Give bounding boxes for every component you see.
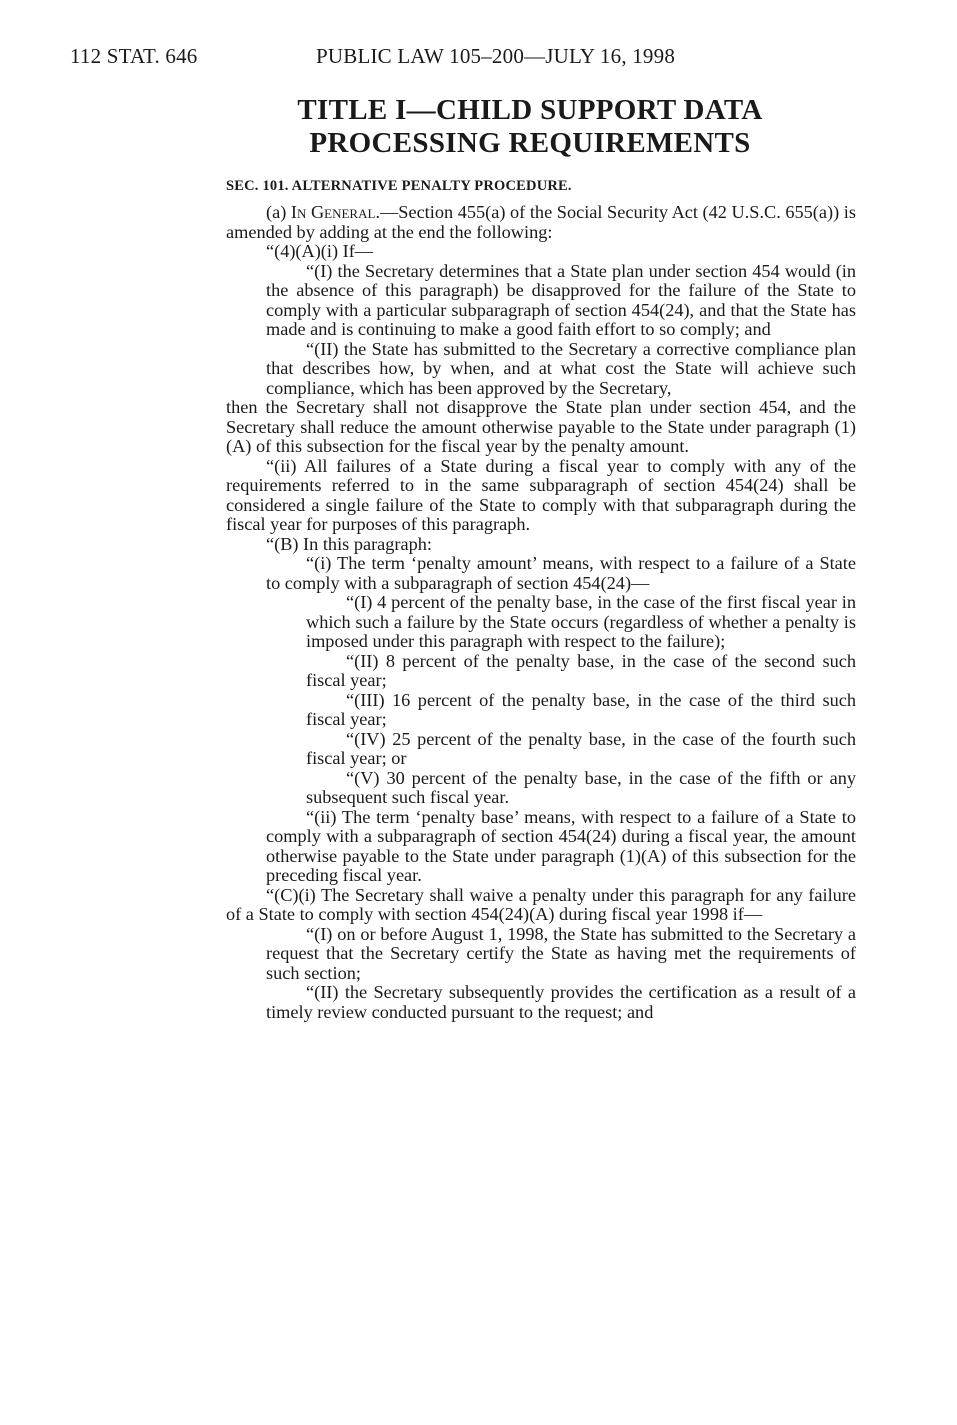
- title-line-2: PROCESSING REQUIREMENTS: [309, 127, 751, 159]
- subparagraph-B: “(B) In this paragraph:: [266, 533, 432, 554]
- clause-B-i-IV: “(IV) 25 percent of the penalty base, in the case of the fourth such fiscal year; or: [306, 728, 856, 768]
- clause-C-i-II: “(II) the Secretary subsequently provides the certification as a result of a timely review conducted pursuant to the request; and: [266, 982, 856, 1022]
- subsection-a-text: .—Section 455(a) of the Social Security Act (42 U.S.C. 655(a)) is amended by adding at the end the following:: [226, 202, 856, 242]
- subparagraph-C-i: “(C)(i) The Secretary shall waive a penalty under this paragraph for any failure of a State to comply with section 454(24)(A) during fiscal year 1998 if—: [226, 884, 856, 924]
- clause-4-A-i-II: “(II) the State has submitted to the Secretary a corrective compliance plan that describes how, by when, and at what cost the State will achieve such compliance, which has been approved by the Secretary,: [266, 338, 856, 398]
- clause-4-A-ii: “(ii) All failures of a State during a fiscal year to comply with any of the requirements referred to in the same subparagraph of section 454(24) shall be considered a single failure of the State to comply with that subparagraph during the fiscal year for purposes of this paragraph.: [226, 455, 856, 534]
- flush-text-then: then the Secretary shall not disapprove the State plan under section 454, and the Secretary shall reduce the amount otherwise payable to the State under paragraph (1)(A) of this subsection for the fiscal year by the penalty amount.: [226, 397, 856, 456]
- public-law-citation: PUBLIC LAW 105–200—JULY 16, 1998: [316, 44, 676, 68]
- title-line-1: TITLE I—CHILD SUPPORT DATA: [297, 94, 763, 126]
- clause-B-i: “(i) The term ‘penalty amount’ means, with respect to a failure of a State to comply with a subparagraph of section 454(24)—: [266, 553, 856, 593]
- subsection-a-heading: In General: [290, 202, 376, 222]
- page-bottom-margin: [0, 1415, 957, 1425]
- clause-B-ii: “(ii) The term ‘penalty base’ means, with respect to a failure of a State to comply with a subparagraph of section 454(24) during a fiscal year, the amount otherwise payable to the State under paragraph (1)(A) of this subsection for the preceding fiscal year.: [266, 806, 856, 885]
- clause-B-i-V: “(V) 30 percent of the penalty base, in the case of the fifth or any subsequent such fiscal year.: [306, 767, 856, 807]
- statute-page-number: 112 STAT. 646: [70, 44, 198, 68]
- clause-B-i-III: “(III) 16 percent of the penalty base, in the case of the third such fiscal year;: [306, 689, 856, 729]
- clause-B-i-II: “(II) 8 percent of the penalty base, in the case of the second such fiscal year;: [306, 650, 856, 690]
- section-body: [226, 203, 856, 1022]
- subsection-a-intro: [226, 203, 856, 242]
- clause-4-A-i-I: “(I) the Secretary determines that a State plan under section 454 would (in the absence of this paragraph) be disapproved for the failure of the State to comply with a particular subparagraph of section 454(24), and that the State has made and is continuing to make a good faith effort to so comply; and: [266, 260, 856, 339]
- title-heading: [230, 94, 830, 160]
- paragraph-4-A-i: “(4)(A)(i) If—: [266, 241, 374, 261]
- clause-C-i-I: “(I) on or before August 1, 1998, the State has submitted to the Secretary a request that the Secretary certify the State as having met the requirements of such section;: [266, 923, 856, 983]
- clause-B-i-I: “(I) 4 percent of the penalty base, in the case of the first fiscal year in which such a failure by the State occurs (regardless of whether a penalty is imposed under this paragraph with respect to the failure);: [306, 592, 856, 651]
- section-heading: SEC. 101. ALTERNATIVE PENALTY PROCEDURE.: [226, 178, 572, 194]
- subsection-a-label: (a): [266, 202, 287, 222]
